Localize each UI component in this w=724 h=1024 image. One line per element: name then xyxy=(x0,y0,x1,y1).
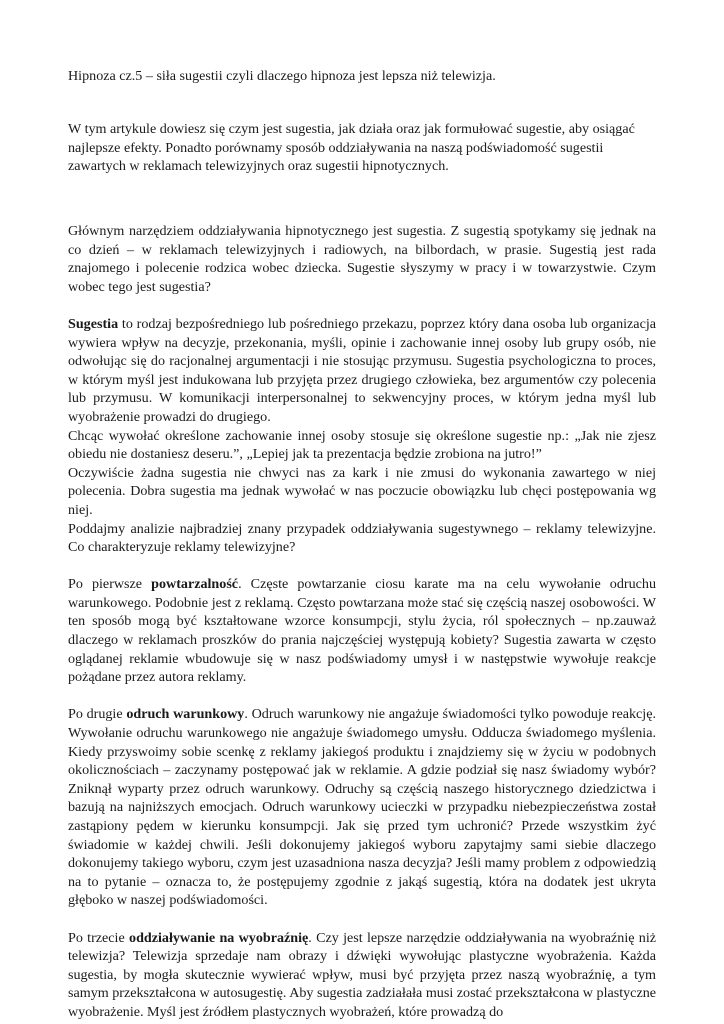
paragraph-main-tool: Głównym narzędziem oddziaływania hipnotycznego jest sugestia. Z sugestią spotykamy się jednak na co dzień – w reklamach telewizyjnych i radiowych, na bilbordach, w prasie. Sugestią jest rada znajomego i polecenie rodzica wobec dziecka. Sugestie słyszymy w pracy i w towarzystwie. Czym wobec tego jest sugestia? xyxy=(68,223,656,295)
intro-paragraph: W tym artykule dowiesz się czym jest sugestia, jak działa oraz jak formułować sugestie, aby osiągać najlepsze efekty. Ponadto porównamy sposób oddziaływania na naszą podświadomość sugestii zawartych w reklamach telewizyjnych oraz sugestii hipnotycznych. xyxy=(68,121,635,175)
paragraph-conditioned-reflex xyxy=(68,705,656,910)
lead-second: Po drugie xyxy=(68,706,127,723)
lead-first: Po pierwsze xyxy=(68,576,152,593)
imagination-text: . Czy jest lepsze narzędzie oddziaływania na wyobraźnię niż telewizja? Telewizja sprzedaje nam obrazy i dźwięki wywołując plastyczne wyobrażenia. Każda sugestia, by mogła skutecznie wywierać wpływ, musi być przyjęta przez naszą wyobraźnię, a tym samym przekształcona w autosugestię. Aby sugestia zadziałała musi zostać przekształcona w plastyczne wyobrażenie. Myśl jest źródłem plastycznych wyobrażeń, które prowadzą do xyxy=(68,929,657,1020)
reflex-text: . Odruch warunkowy nie angażuje świadomości tylko powoduje reakcję. Wywołanie odruchu warunkowego nie angażuje świadomego umysłu. Odducza świadomego myślenia. Kiedy przyswoimy sobie scenkę z reklamy jakiegoś produktu i znajdziemy się w życiu w podobnych okolicznościach – zaczynamy postępować jak w reklamie. A gdzie podział się nasz świadomy wybór? Zniknął wyparty przez odruch warunkowy. Odruchy są częścią naszego historycznego dziedzictwa i bazują na najniższych emocjach. Odruch warunkowy ucieczki w przypadku niebezpieczeństwa został zastąpiony pędem w kierunku konsumpcji. Jak się przed tym uchronić? Przede wszystkim żyć świadomie w każdej chwili. Jeśli dokonujemy jakiegoś wyboru zapytajmy sami siebie dlaczego dokonujemy takiego wyboru, czym jest uzasadniona nasza decyzja? Jeśli mamy problem z odpowiedzią na to pytanie – oznacza to, że postępujemy zgodnie z jakąś sugestią, która na dodatek jest ukryta głęboko w naszej podświadomości. xyxy=(68,706,656,909)
paragraph-imagination xyxy=(68,929,656,1022)
article-body xyxy=(68,222,656,1022)
paragraph-definition xyxy=(68,315,656,427)
repetition-text: . Częste powtarzanie ciosu karate ma na celu wywołanie odruchu warunkowego. Podobnie jest z reklamą. Często powtarzana może stać się częścią naszej osobowości. W ten sposób mogą być kształtowane wzorce konsumpcji, stylu życia, ról społecznych – np.zauważ dlaczego w reklamach proszków do prania najczęściej występują kobiety? Sugestia zawarta w często oglądanej reklamie wbudowuje się w nasz podświadomy umysł i w następstwie wywołuje reakcje pożądane przez autora reklamy. xyxy=(68,576,656,686)
paragraph-analysis: Poddajmy analizie najbradziej znany przypadek oddziaływania sugestywnego – reklamy telewizyjne. Co charakteryzuje reklamy telewizyjne? xyxy=(68,520,656,556)
term-wyobraznia: oddziaływanie na wyobraźnię xyxy=(129,929,309,946)
definition-text: to rodzaj bezpośredniego lub pośredniego przekazu, poprzez który dana osoba lub organizacja wywiera wpływ na decyzje, przekonania, myśli, opinie i zachowanie innej osoby lub grupy osób, nie odwołując się do racjonalnej argumentacji i nie stosując przymusu. Sugestia psychologiczna to proces, w którym myśl jest indukowana lub przyjęta przez drugiego człowieka, bez argumentów czy polecenia lub przymusu. W komunikacji interpersonalnej to sekwencyjny proces, w którym jedna myśl lub wyobrażenie prowadzi do drugiego. xyxy=(68,315,656,425)
document-title: Hipnoza cz.5 – siła sugestii czyli dlaczego hipnoza jest lepsza niż telewizja. xyxy=(68,68,496,84)
paragraph-obligation: Oczywiście żadna sugestia nie chwyci nas za kark i nie zmusi do wykonania zawartego w niej polecenia. Dobra sugestia ma jednak wywołać w nas poczucie obowiązku lub chęci postępowania wg niej. xyxy=(68,464,656,518)
lead-third: Po trzecie xyxy=(68,929,130,946)
term-powtarzalnosc: powtarzalność xyxy=(151,576,239,593)
term-sugestia: Sugestia xyxy=(68,315,119,332)
paragraph-examples: Chcąc wywołać określone zachowanie innej osoby stosuje się określone sugestie np.: „Jak nie zjesz obiedu nie dostaniesz deseru.”, „Lepiej jak ta prezentacja będzie zrobiona na jutro!” xyxy=(68,427,656,463)
term-odruch-warunkowy: odruch warunkowy xyxy=(126,706,245,723)
paragraph-repetition xyxy=(68,575,656,687)
